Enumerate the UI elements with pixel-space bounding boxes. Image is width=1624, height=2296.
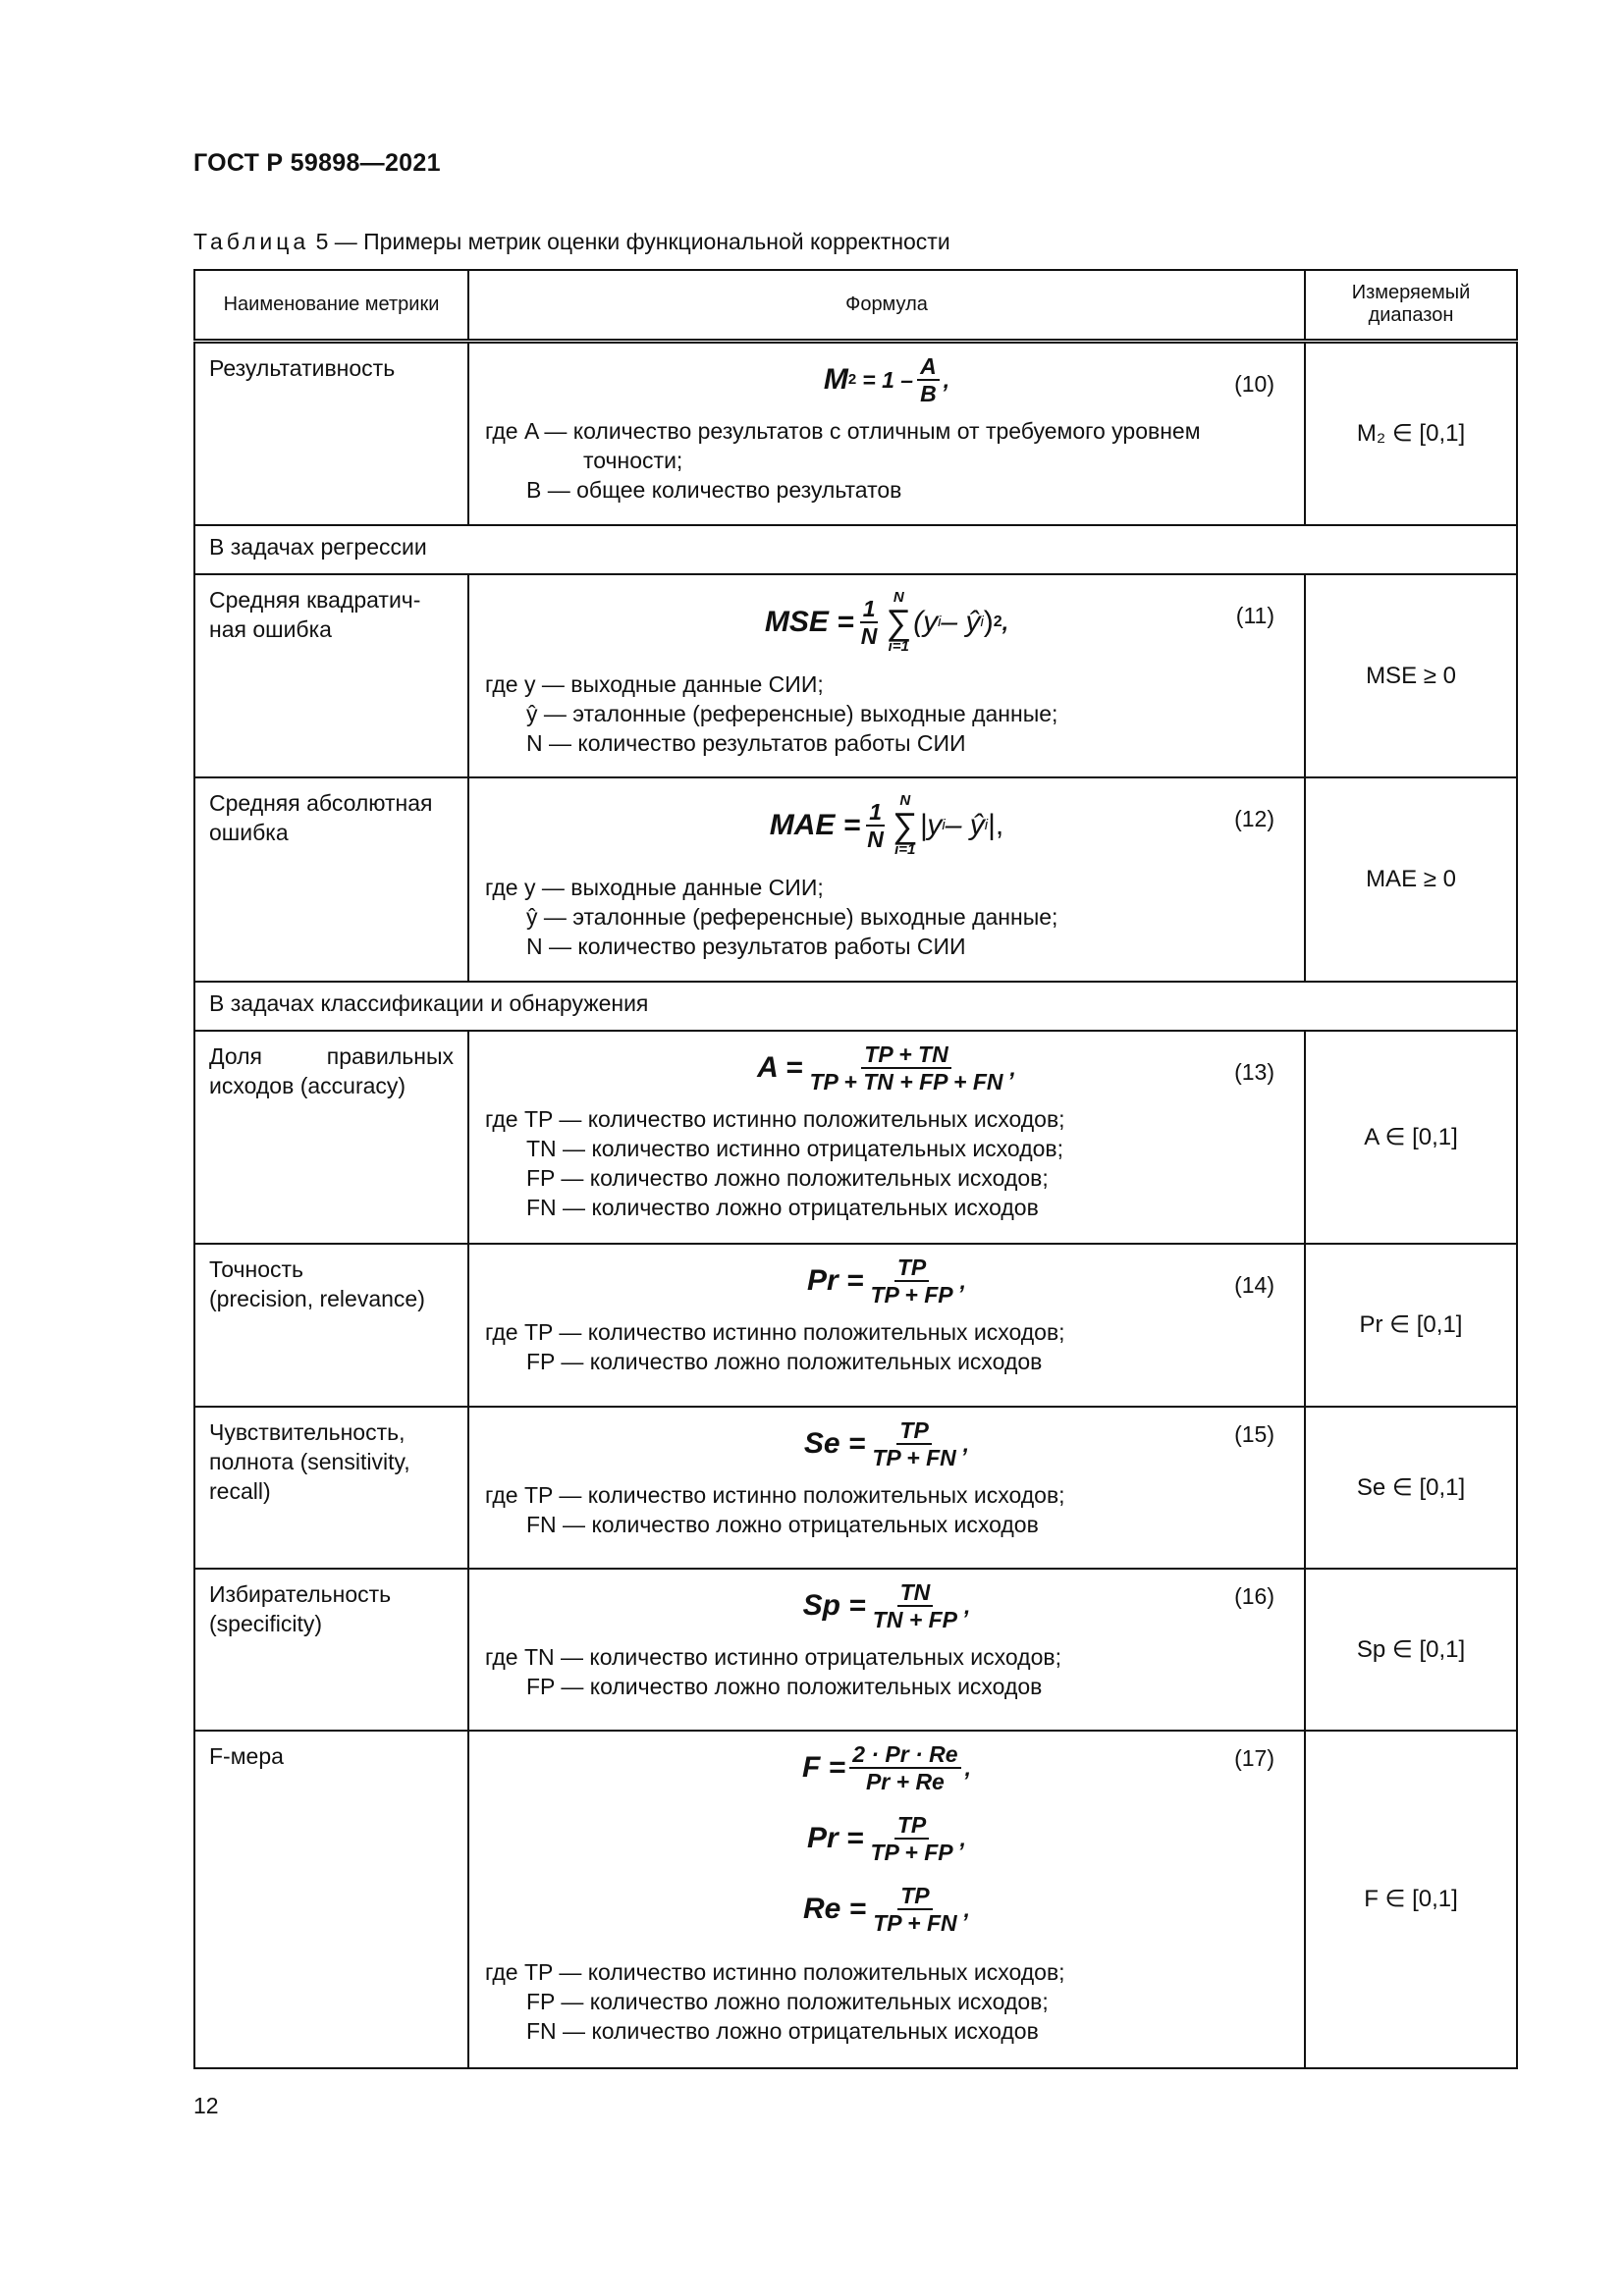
column-header-range: Измеряемый диапазон <box>1305 270 1517 341</box>
range-value: Se ∈ [0,1] <box>1305 1407 1517 1569</box>
formula: F = $\frac{2 \cdot Pr \cdot Re}{Pr + Re}$ , (17) <box>802 1740 1274 1794</box>
formula-legend: где y — выходные данные СИИ; ŷ — эталонные (референсные) выходные данные; N — количество результатов работы СИИ <box>485 875 1058 960</box>
equation-number: (10) <box>1234 370 1274 397</box>
metric-name: Результативность <box>209 354 396 381</box>
formula: Se = $\frac{TP}{TP + FN}$ , (15) <box>803 1416 1274 1470</box>
table-row <box>194 1244 1517 1406</box>
section-title: В задачах регрессии <box>209 533 427 560</box>
metric-name: Чувствительность, полнота (sensitivity, recall) <box>209 1418 410 1504</box>
range-value: A ∈ [0,1] <box>1305 1031 1517 1244</box>
table-row <box>194 1407 1517 1569</box>
range-value: F ∈ [0,1] <box>1305 1731 1517 2068</box>
metrics-table <box>193 269 1518 2069</box>
formula: Sp = $\frac{TN}{TN + FP}$ , (16) <box>802 1578 1274 1632</box>
equation-number: (13) <box>1234 1059 1274 1086</box>
formula-legend: где TP — количество истинно положительных исходов; TN — количество истинно отрицательных исходов; FP — количество ложно положительных исходов; FN — количество ложно отрицательных исходов <box>485 1106 1065 1221</box>
equation-number: (16) <box>1234 1582 1274 1609</box>
table-header-row <box>194 270 1517 341</box>
formula: MSE = $\frac{1}{N}$ N ∑ i=1 (y i – ŷ i ) 2 , (11) <box>764 589 1274 656</box>
table-row <box>194 1569 1517 1731</box>
range-value: MSE ≥ 0 <box>1305 574 1517 777</box>
document-code-header: ГОСТ Р 59898—2021 <box>193 149 441 177</box>
table-row <box>194 341 1517 524</box>
range-value: Pr ∈ [0,1] <box>1305 1244 1517 1406</box>
formula-legend: где TN — количество истинно отрицательных исходов; FP — количество ложно положительных исходов <box>485 1643 1061 1699</box>
metric-name: Избирательность (specificity) <box>209 1580 392 1636</box>
formula: M 2 = 1 – $\frac{A}{B}$ , (10) <box>823 352 1274 406</box>
metric-name: F-мера <box>209 1742 284 1769</box>
formula: MAE = $\frac{1}{N}$ N ∑ i=1 |y i – ŷ i |, (12) <box>769 792 1274 859</box>
formula-legend: где TP — количество истинно положительных исходов; FP — количество ложно положительных исходов <box>485 1319 1065 1375</box>
formula: Pr = $\frac{TP}{TP + FP}$ , <box>806 1811 967 1865</box>
range-value: Sp ∈ [0,1] <box>1305 1569 1517 1731</box>
section-row <box>194 525 1517 574</box>
metric-name: Средняя абсолютная ошибка <box>209 790 433 846</box>
formula-legend: где A — количество результатов с отличным от требуемого уровнем точности; B — общее количество результатов <box>485 417 1201 503</box>
formula-legend: где TP — количество истинно положительных исходов; FN — количество ложно отрицательных исходов <box>485 1481 1065 1537</box>
table-caption-text: 5 — Примеры метрик оценки функциональной корректности <box>309 229 950 254</box>
section-row <box>194 982 1517 1031</box>
table-row <box>194 574 1517 777</box>
formula-legend: где TP — количество истинно положительных исходов; FP — количество ложно положительных исходов; FN — количество ложно отрицательных исходов <box>485 1958 1065 2044</box>
column-header-formula: Формула <box>468 270 1305 341</box>
equation-number: (12) <box>1234 806 1274 832</box>
column-header-name: Наименование метрики <box>194 270 468 341</box>
table-caption <box>193 229 950 255</box>
formula: Pr = $\frac{TP}{TP + FP}$ , (14) <box>806 1255 1274 1308</box>
section-title: В задачах классификации и обнаружения <box>209 989 649 1016</box>
equation-number: (11) <box>1235 603 1274 629</box>
page-number: 12 <box>193 2093 219 2118</box>
range-value: MAE ≥ 0 <box>1305 777 1517 981</box>
formula: A = $\frac{TP + TN}{TP + TN + FP + FN}$ , (13) <box>757 1041 1274 1095</box>
table-caption-prefix: Таблица <box>193 229 310 254</box>
range-value: M₂ ∈ [0,1] <box>1305 341 1517 524</box>
table-row <box>194 1031 1517 1244</box>
formula: Re = $\frac{TP}{TP + FN}$ , <box>802 1882 971 1936</box>
metric-name: Доля правильных исходов (accuracy) <box>209 1043 454 1099</box>
equation-number: (15) <box>1234 1420 1274 1447</box>
equation-number: (17) <box>1234 1744 1274 1771</box>
table-row <box>194 777 1517 981</box>
equation-number: (14) <box>1234 1272 1274 1299</box>
metric-name: Средняя квадратич- ная ошибка <box>209 587 421 643</box>
table-row <box>194 1731 1517 2068</box>
metric-name: Точность (precision, relevance) <box>209 1256 425 1312</box>
formula-legend: где y — выходные данные СИИ; ŷ — эталонные (референсные) выходные данные; N — количество результатов работы СИИ <box>485 671 1058 757</box>
